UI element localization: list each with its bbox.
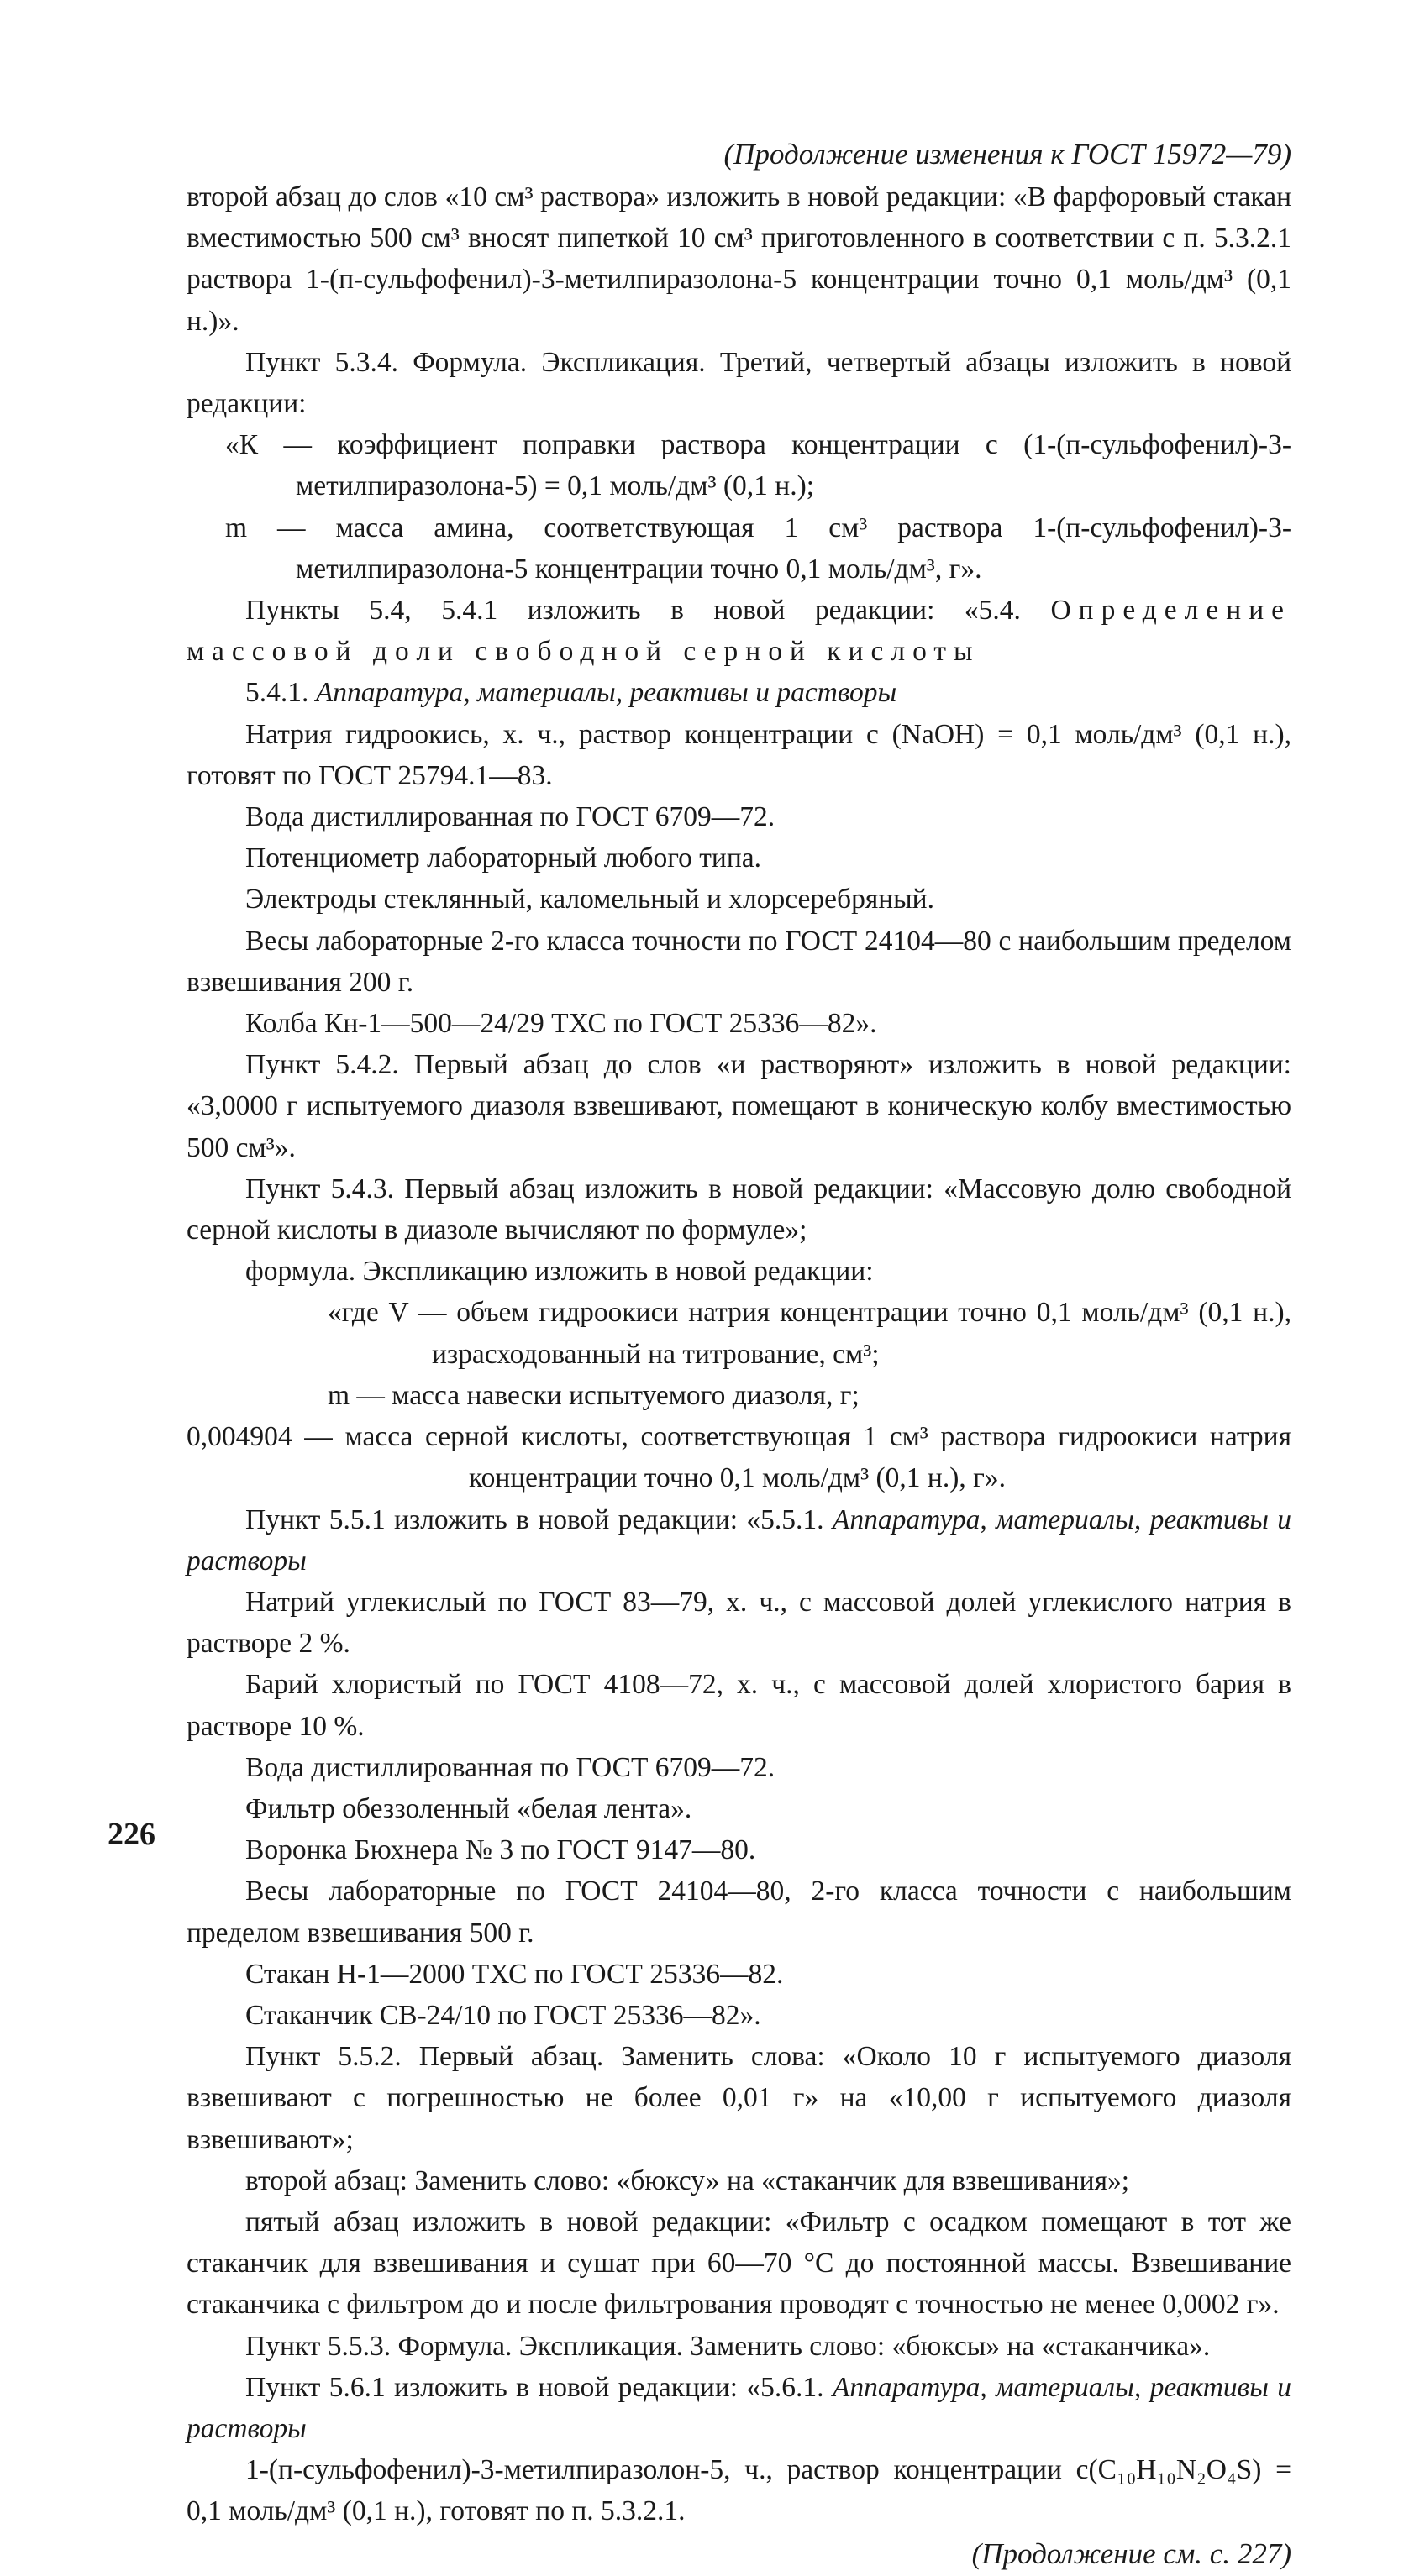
paragraph-text: 5.4.1. bbox=[245, 677, 316, 709]
paragraph: Колба Кн-1—500—24/29 ТХС по ГОСТ 25336—82». bbox=[245, 1008, 877, 1040]
explication-item: «где V — объем гидроокиси натрия концентрации точно 0,1 моль/дм³ (0,1 н.), израсходованный на титрование, см³; bbox=[328, 1297, 1291, 1370]
paragraph: Весы лабораторные 2-го класса точности по ГОСТ 24104—80 с наибольшим пределом взвешивания 200 г. bbox=[187, 925, 1291, 998]
paragraph: Пункт 5.5.3. Формула. Экспликация. Заменить слово: «бюксы» на «стаканчика». bbox=[245, 2330, 1211, 2362]
paragraph: Вода дистиллированная по ГОСТ 6709—72. bbox=[245, 801, 775, 833]
paragraph: Вода дистиллированная по ГОСТ 6709—72. bbox=[245, 1751, 775, 1783]
explication-item: «К — коэффициент поправки раствора концентрации с (1-(п-сульфофенил)-3-метилпиразолона-5) = 0,1 моль/дм³ (0,1 н.); bbox=[225, 429, 1291, 502]
paragraph: Пункт 5.4.3. Первый абзац изложить в новой редакции: «Массовую долю свободной серной кислоты в диазоле вычисляют по формуле»; bbox=[187, 1173, 1291, 1246]
paragraph: Натрия гидроокись, х. ч., раствор концентрации с (NaOH) = 0,1 моль/дм³ (0,1 н.), готовят по ГОСТ 25794.1—83. bbox=[187, 718, 1291, 791]
paragraph: Стакан Н-1—2000 ТХС по ГОСТ 25336—82. bbox=[245, 1958, 784, 1990]
paragraph bbox=[187, 2367, 1291, 2449]
paragraph: пятый абзац изложить в новой редакции: «Фильтр с осадком помещают в тот же стаканчик для взвешивания и сушат при 60—70 °С до постоянной массы. Взвешивание стаканчика с фильтром до и после фильтрования проводят с точностью не менее 0,0002 г». bbox=[187, 2206, 1291, 2321]
paragraph bbox=[187, 1499, 1291, 1582]
paragraph: Электроды стеклянный, каломельный и хлорсеребряный. bbox=[245, 884, 934, 916]
paragraph: формула. Экспликацию изложить в новой редакции: bbox=[245, 1256, 874, 1288]
paragraph-text: Пункты 5.4, 5.4.1 изложить в новой редакции: «5.4. bbox=[245, 595, 1051, 627]
explication-item: m — масса амина, соответствующая 1 см³ раствора 1-(п-сульфофенил)-3-метилпиразолона-5 концентрации точно 0,1 моль/дм³, г». bbox=[225, 512, 1291, 585]
paragraph bbox=[187, 672, 1291, 713]
paragraph: Потенциометр лабораторный любого типа. bbox=[245, 842, 762, 874]
section-heading: Определение массовой доли свободной серной кислоты bbox=[187, 595, 1291, 668]
paragraph: второй абзац: Заменить слово: «бюксу» на «стаканчик для взвешивания»; bbox=[245, 2164, 1130, 2196]
paragraph: Фильтр обеззоленный «белая лента». bbox=[245, 1792, 692, 1824]
section-subheading: Аппаратура, материалы, реактивы и растворы bbox=[187, 1503, 1291, 1577]
explication-item: m — масса навески испытуемого диазоля, г; bbox=[328, 1379, 860, 1411]
paragraph: Натрий углекислый по ГОСТ 83—79, х. ч., с массовой долей углекислого натрия в растворе 2 %. bbox=[187, 1586, 1291, 1660]
paragraph bbox=[187, 590, 1291, 672]
paragraph: Стаканчик СВ-24/10 по ГОСТ 25336—82». bbox=[245, 1999, 761, 2031]
paragraph-text: Пункт 5.6.1 изложить в новой редакции: «5.6.1. bbox=[245, 2371, 833, 2403]
paragraph: Весы лабораторные по ГОСТ 24104—80, 2-го класса точности с наибольшим пределом взвешивания 500 г. bbox=[187, 1876, 1291, 1949]
paragraph-text: Пункт 5.5.1 изложить в новой редакции: «5.5.1. bbox=[245, 1503, 833, 1535]
section-subheading: Аппаратура, материалы, реактивы и растворы bbox=[187, 2371, 1291, 2444]
paragraph: Пункт 5.3.4. Формула. Экспликация. Третий, четвертый абзацы изложить в новой редакции: bbox=[187, 346, 1291, 420]
continuation-header: (Продолжение изменения к ГОСТ 15972—79) bbox=[723, 138, 1291, 171]
page-number: 226 bbox=[108, 1817, 155, 1852]
amendment-text bbox=[187, 176, 1291, 2532]
paragraph: Барий хлористый по ГОСТ 4108—72, х. ч., с массовой долей хлористого бария в растворе 10 %. bbox=[187, 1669, 1291, 1742]
section-subheading: Аппаратура, материалы, реактивы и растворы bbox=[315, 677, 897, 709]
paragraph: второй абзац до слов «10 см³ раствора» изложить в новой редакции: «В фарфоровый стакан вместимостью 500 см³ вносят пипеткой 10 см³ приготовленного в соответствии с п. 5.3.2.1 раствора 1-(п-сульфофенил)-3-метилпиразолона-5 концентрации точно 0,1 моль/дм³ (0,1 н.)». bbox=[187, 181, 1291, 337]
paragraph: Пункт 5.5.2. Первый абзац. Заменить слова: «Около 10 г испытуемого диазоля взвешивают с погрешностью не более 0,01 г» на «10,00 г испытуемого диазоля взвешивают»; bbox=[187, 2041, 1291, 2155]
paragraph: Пункт 5.4.2. Первый абзац до слов «и растворяют» изложить в новой редакции: «3,0000 г испытуемого диазоля взвешивают, помещают в коническую колбу вместимостью 500 см³». bbox=[187, 1049, 1291, 1163]
paragraph: Воронка Бюхнера № 3 по ГОСТ 9147—80. bbox=[245, 1834, 756, 1866]
paragraph: 1-(п-сульфофенил)-3-метилпиразолон-5, ч., раствор концентрации с(C₁₀H₁₀N₂O₄S) = 0,1 моль/дм³ (0,1 н.), готовят по п. 5.3.2.1. bbox=[187, 2454, 1291, 2527]
continuation-footer: (Продолжение см. с. 227) bbox=[971, 2537, 1291, 2570]
explication-item: 0,004904 — масса серной кислоты, соответствующая 1 см³ раствора гидроокиси натрия концентрации точно 0,1 моль/дм³ (0,1 н.), г». bbox=[187, 1421, 1291, 1494]
